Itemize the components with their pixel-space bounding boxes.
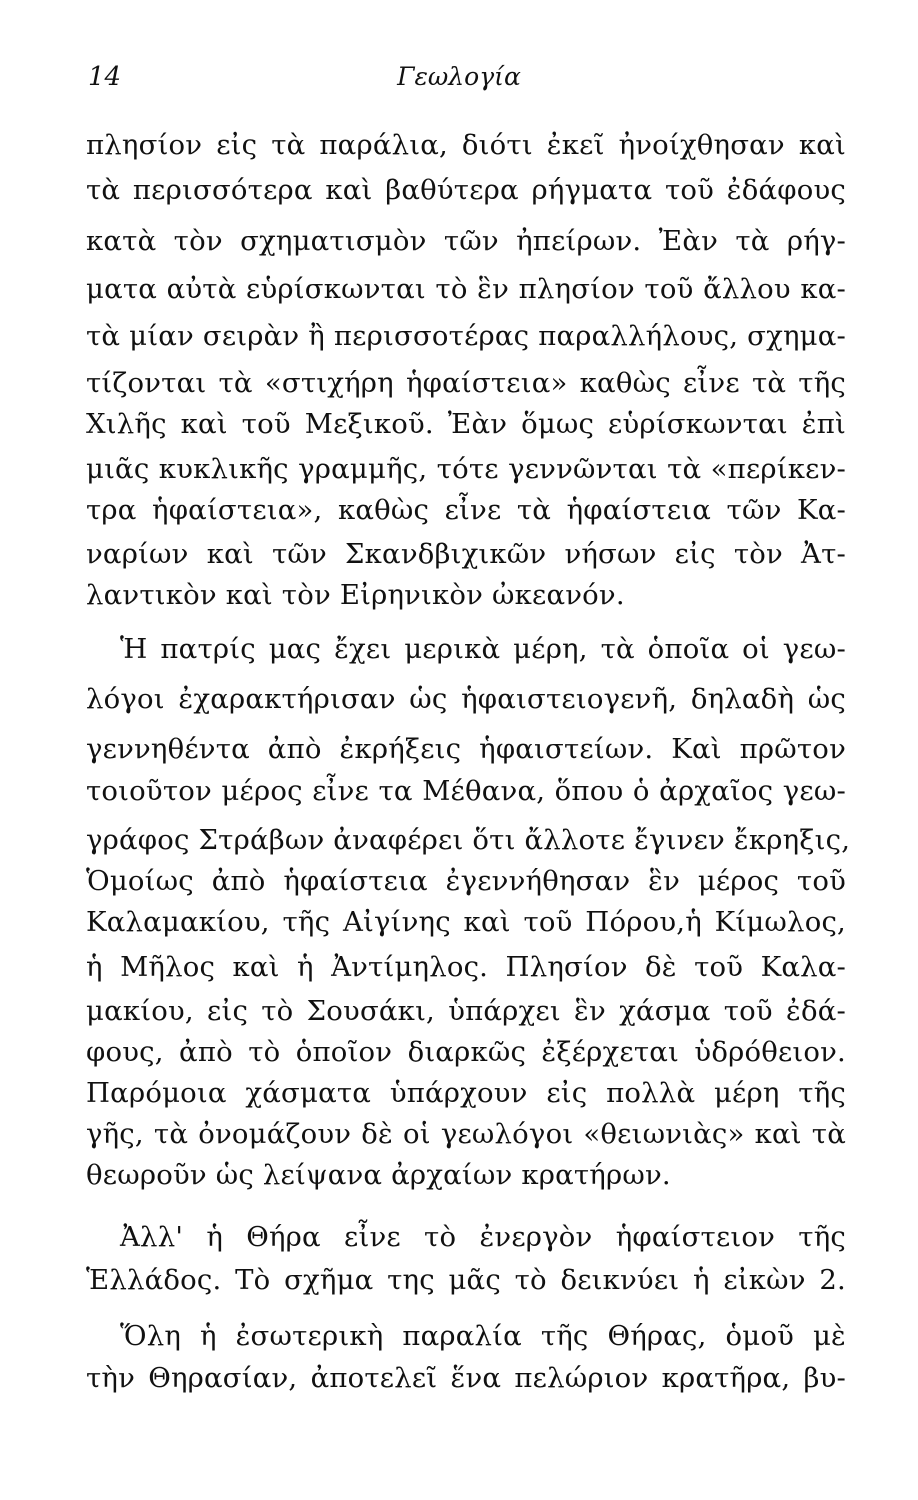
text-line: τὴν Θηρασίαν, ἀποτελεῖ ἕνα πελώριον κρατῆρα, βυ- [86, 1362, 846, 1394]
text-line: Καλαμακίου, τῆς Αἰγίνης καὶ τοῦ Πόρου,ἡ Κίμωλος, [86, 906, 846, 938]
text-line: Χιλῆς καὶ τοῦ Μεξικοῦ. Ἐὰν ὅμως εὑρίσκωνται ἐπὶ [86, 408, 846, 440]
page-number: 14 [88, 62, 122, 92]
text-line: Ἀλλ' ἡ Θήρα εἶνε τὸ ἐνεργὸν ἡφαίστειον τῆς [120, 1221, 846, 1253]
text-line: τίζονται τὰ «στιχήρη ἡφαίστεια» καθὼς εἶνε τὰ τῆς [86, 367, 846, 399]
text-line: πλησίον εἰς τὰ παράλια, διότι ἐκεῖ ἠνοίχθησαν καὶ [86, 129, 846, 161]
text-line: λαντικὸν καὶ τὸν Εἰρηνικὸν ὠκεανόν. [86, 579, 625, 611]
text-line: τοιοῦτον μέρος εἶνε τα Μέθανα, ὅπου ὁ ἀρχαῖος γεω- [86, 775, 846, 807]
text-line: γεννηθέντα ἀπὸ ἐκρήξεις ἡφαιστείων. Καὶ πρῶτον [86, 733, 846, 765]
text-line: ματα αὐτὰ εὑρίσκωνται τὸ ἓν πλησίον τοῦ ἄλλου κα- [86, 273, 846, 305]
text-line: τὰ περισσότερα καὶ βαθύτερα ρήγματα τοῦ ἐδάφους [86, 174, 846, 206]
running-title: Γεωλογία [397, 62, 521, 91]
text-line: θεωροῦν ὡς λείψανα ἀρχαίων κρατήρων. [86, 1159, 671, 1191]
text-line: Ἑλλάδος. Τὸ σχῆμα της μᾶς τὸ δεικνύει ἡ εἰκὼν 2. [86, 1264, 846, 1296]
text-line: γράφος Στράβων ἀναφέρει ὅτι ἄλλοτε ἔγινεν ἔκρηξις, [86, 824, 851, 856]
text-line: κατὰ τὸν σχηματισμὸν τῶν ἠπείρων. Ἐὰν τὰ ρήγ- [86, 225, 846, 257]
text-line: τρα ἡφαίστεια», καθὼς εἶνε τὰ ἡφαίστεια τῶν Κα- [86, 494, 846, 526]
text-line: γῆς, τὰ ὀνομάζουν δὲ οἱ γεωλόγοι «θειωνιὰς» καὶ τὰ [86, 1118, 846, 1150]
text-line: Παρόμοια χάσματα ὑπάρχουν εἰς πολλὰ μέρη τῆς [86, 1077, 846, 1109]
text-line: φους, ἀπὸ τὸ ὁποῖον διαρκῶς ἐξέρχεται ὑδρόθειον. [86, 1036, 846, 1068]
text-line: ἡ Μῆλος καὶ ἡ Ἀντίμηλος. Πλησίον δὲ τοῦ Καλα- [86, 951, 846, 983]
text-line: μιᾶς κυκλικῆς γραμμῆς, τότε γεννῶνται τὰ «περίκεν- [86, 453, 846, 485]
text-line: τὰ μίαν σειρὰν ἢ περισσοτέρας παραλλήλους, σχημα- [86, 320, 846, 352]
text-line: Ἡ πατρίς μας ἔχει μερικὰ μέρη, τὰ ὁποῖα οἱ γεω- [120, 633, 846, 665]
text-line: Ὅλη ἡ ἐσωτερικὴ παραλία τῆς Θήρας, ὁμοῦ μὲ [120, 1320, 846, 1352]
text-line: Ὁμοίως ἀπὸ ἡφαίστεια ἐγεννήθησαν ἓν μέρος τοῦ [86, 865, 846, 897]
text-line: ναρίων καὶ τῶν Σκανδβιχικῶν νήσων εἰς τὸν Ἀτ- [86, 538, 846, 570]
text-line: μακίου, εἰς τὸ Σουσάκι, ὑπάρχει ἓν χάσμα τοῦ ἐδά- [86, 995, 846, 1027]
text-line: λόγοι ἐχαρακτήρισαν ὡς ἡφαιστειογενῆ, δηλαδὴ ὡς [86, 683, 846, 715]
